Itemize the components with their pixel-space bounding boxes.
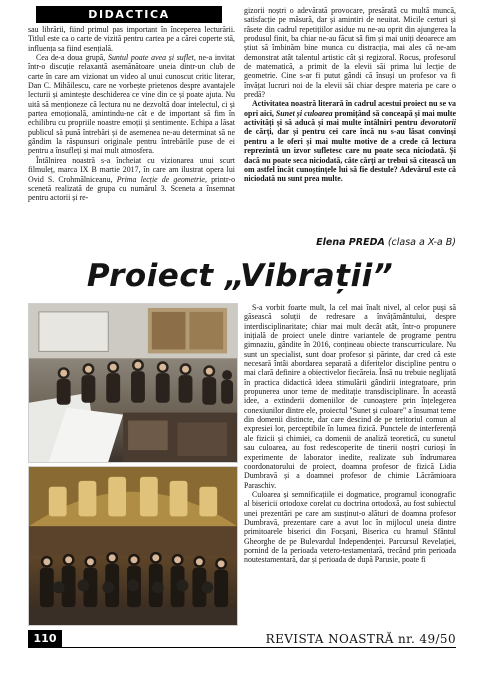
article-headline: Proiect „Vibrații” — [86, 258, 394, 294]
emphasis-text: Sunet și culoarea — [275, 108, 333, 118]
author-signature — [244, 237, 456, 248]
article-column-main — [244, 303, 456, 623]
text-run: de cărți, dar și pentru cei care încă nu s-au lăsat convinși pentru a le oferi și mai multe motive de a crede că lectura reprezintă un izvor sufletesc care nu poate seca niciodată. Și dacă nu poate seca niciodată, câte cărți ar trebui să citească un om astfel încât cunoștințele lui să fie destule? Adevărul este că niciodată nu sunt prea multe. — [244, 127, 456, 184]
paragraph — [28, 25, 235, 53]
page-number: 110 — [28, 630, 62, 648]
photo-church-illustration — [29, 467, 237, 625]
emphasis-text: Prima lecție de geometrie — [116, 174, 205, 184]
author-affiliation: (clasa a X-a B) — [387, 237, 456, 248]
photo-classroom-illustration — [29, 304, 237, 462]
author-name: Elena PREDA — [316, 237, 385, 248]
text-run: Culoarea și semnificațiile ei dogmatice, programul iconografic al bisericii ortodoxe corelat cu doctrina ortodoxă, au fost subiectul unei prezentări pe care am susținut-o alături de doamna profesor Dumbravă, prezentare care a avut loc în mijlocul uneia dintre primitoarele biserici din Focșani, Biserica cu hramul Sfântul Gheorghe de pe Bulevardul Independenței. Parcursul Revelației, pornind de la perioada vetero-testamentară, trecând prin perioada noutestamentară, dar și perioada de după Parusie, poate fi — [244, 489, 456, 565]
text-run: Activitatea noastră literară în cadrul acestui proiect nu se va opri aici, — [244, 99, 456, 118]
photo-group-students-classroom — [28, 303, 238, 463]
paragraph — [244, 303, 456, 490]
paragraph — [244, 6, 456, 99]
journal-title: REVISTA NOASTRĂ nr. 49/50 — [265, 632, 456, 646]
section-tag: DIDACTICA — [36, 6, 222, 23]
paragraph — [28, 156, 235, 203]
emphasis-text: Suntul poate avea și suflet — [108, 53, 194, 63]
text-run: , printr-o scenetă realizată de grupa cu numărul 3. Sceneta a însemnat pentru actorii și re- — [28, 174, 235, 203]
emphasis-text: devoratorii — [420, 118, 456, 128]
paragraph — [244, 99, 456, 183]
text-run: Cea de-a doua grupă, — [36, 53, 108, 63]
article-column-top-left — [28, 25, 235, 246]
text-run: Întâlnirea noastră s-a încheiat cu vizionarea unui scurt filmuleț, marca IX B martie 2017, în care am ilustrat opera lui Ovid S. Crohmălniceanu, — [28, 155, 235, 184]
photo-group-church-interior — [28, 466, 238, 626]
text-run: sau librării, fiind primul pas important în începerea lecturării. Titlul este ca o carte de vizită pentru cartea pe a cărei coperte stă, influența sa fiind esențială. — [28, 25, 235, 53]
article-column-top-right — [244, 6, 456, 236]
text-run: , ne-a invitat într-o discuție relaxantă asemănătoare uneia dintr-un club de carte în care am vizionat un video al unui cunoscut critic literar, Dan C. Mihăilescu, care ne vorbește prietenos despre avantajele lecturii și amintește deschiderea ce vine din ce și poate ajuta. Nu uită să menționeze că lectura nu ne dezvoltă doar intelectul, ci și partea emoțională, amintindu-ne căt e de important să fim în echilibru cu propriile noastre emoții și sentimente. Echipa a lăsat publicul să pună întrebări și de asemenea ne-au determinat să ne gândim la răspunsuri originale pentru întrebările puse de ei pentru a însufleți și mai mult atmosfera. — [28, 53, 235, 156]
paragraph — [244, 490, 456, 565]
paragraph — [28, 53, 235, 156]
text-run: S-a vorbit foarte mult, la cel mai înalt nivel, al celor puși să găsească soluții de redresare a învățământului, despre interdisciplinaritate; chiar mai mult decât atât, într-o propunere inițială de proiect unele dintre variantele de programe pentru gimnaziu, gândite în 2016, conțineau obiecte transcurriculare. Nu sunt un specialist, sunt doar profesor și părinte, dar cred că este necesară întâi abordarea separată a diferitelor discipline pentru o mai clară definire a obiectivelor fiecăreia. Însă nu trebuie neglijată în practica didactică ideea stimulării gândirii integratoare, prin propunerea unor teme de meditație transdisciplinare. În această idee, a extinderii domeniilor de cunoaștere prin înțelegerea conexiunilor dintre ele, proiectul "Sunet și culoare" a însumat teme din domenii distincte, dar care descind de pe teritoriul comun al expresiei lor, perceptibile în lumea fizică. Punctele de interferență ale fizicii și chimiei, ca domenii de analiză teoretică, cu sunetul sau culoarea, au fost redescoperite de tinerii noștri curioși în experimente de laborator inedite, realizate sub îndrumarea coordonatorului de proiect, doamna profesor de fizică Lidia Dumbravă și a doamnei profesor de chimie Lăcrămioara Paraschiv. — [244, 303, 456, 490]
text-run: promițând să conceapă și mai multe activități și să aducă și mai multe întâlniri pentru — [244, 108, 456, 128]
text-run: gizorii noștri o adevărată provocare, presărată cu multă muncă, satisfacție pe măsură, dar și amintiri de neuitat. Micile certuri și râsete din cadrul repetițiilor asidue nu ne-au oprit din ajungerea la produsul finit, ba chiar ne-au făcut să fim și mai uniți deoarece am știut să îmbinăm bine munca cu distracția, mai ales că ne-am demonstrat atât talentul artistic cât și regizoral. Rocus, profesorul de matematică, a primit de la elevii săi prima lui lecție de geometrie. Cine s-ar fi putut gândi că însuși un profesor va fi învățat lucruri noi de la elevii săi chiar despre materia pe care o predă? — [244, 6, 456, 100]
